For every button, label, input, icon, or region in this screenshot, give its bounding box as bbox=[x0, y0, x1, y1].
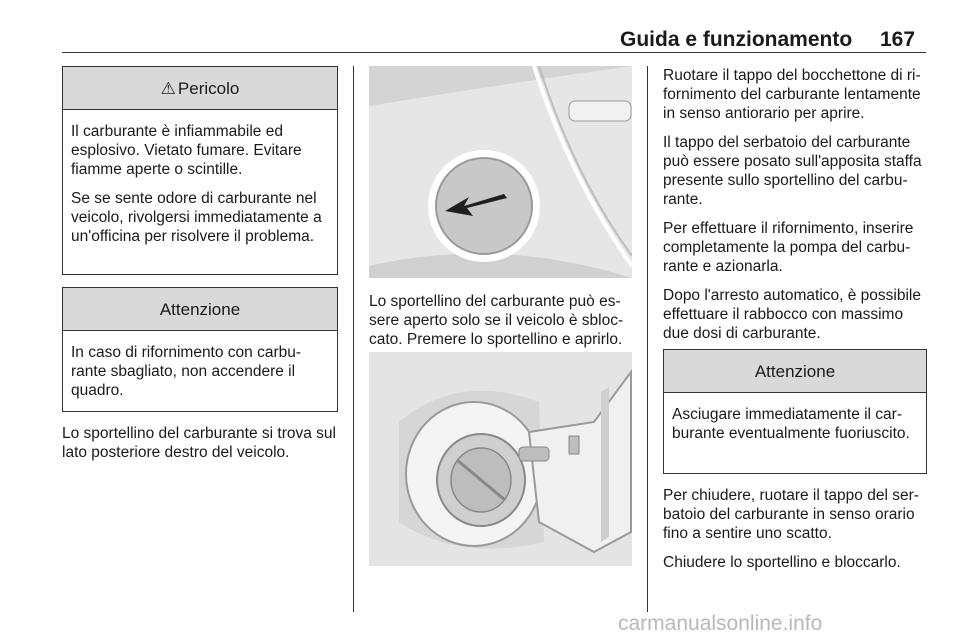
fuel-door-open-illustration bbox=[369, 352, 632, 566]
col3-paragraph-1: Ruotare il tappo del bocchettone di rifornimento del carburante lentamente in senso antiorario per aprire. bbox=[663, 67, 921, 122]
watermark: carmanualsonline.info bbox=[618, 612, 823, 635]
col3-after-2: Chiudere lo sportellino e bloccarlo. bbox=[663, 554, 901, 571]
caution-box-1 bbox=[62, 287, 338, 412]
caution-text-2: Asciugare immediatamente il carburante eventualmente fuoriuscito. bbox=[672, 406, 910, 442]
danger-box-body bbox=[63, 110, 337, 274]
caution-box-2-header bbox=[664, 350, 926, 393]
danger-paragraph-2: Se se sente odore di carburante nel veicolo, rivolgersi immediatamente a un'officina per risolvere il problema. bbox=[71, 190, 322, 245]
col3-paragraph-4: Dopo l'arresto automatico, è possibile effettuare il rabbocco con massimo due dosi di carburante. bbox=[663, 287, 921, 342]
caution-title-2: Attenzione bbox=[754, 361, 836, 381]
danger-paragraph-1: Il carburante è infiammabile ed esplosivo. Vietato fumare. Evitare fiamme aperte o scintille. bbox=[71, 123, 302, 178]
header-divider bbox=[62, 52, 926, 53]
caution-text-1: In caso di rifornimento con carburante sbagliato, non accendere il quadro. bbox=[71, 344, 302, 399]
danger-title: Pericolo bbox=[177, 78, 240, 98]
caution-box-1-header bbox=[63, 288, 337, 331]
col3-after-1: Per chiudere, ruotare il tappo del serbatoio del carburante in senso orario fino a sentire uno scatto. bbox=[663, 487, 919, 542]
caution-box-1-body bbox=[63, 331, 337, 411]
page-number: 167 bbox=[880, 28, 916, 51]
col3-paragraph-3: Per effettuare il rifornimento, inserire completamente la pompa del carburante e azionarla. bbox=[663, 220, 914, 275]
caution-box-2-body bbox=[664, 393, 926, 473]
col3-paragraph-2: Il tappo del serbatoio del carburante può essere posato sull'apposita staffa presente sullo sportellino del carburante. bbox=[663, 134, 922, 208]
fuel-door-open-drawing bbox=[369, 352, 632, 566]
page-title: Guida e funzionamento bbox=[620, 28, 853, 51]
danger-box-header bbox=[63, 67, 337, 110]
fuel-door-closed-drawing bbox=[369, 66, 632, 278]
caution-box-2 bbox=[663, 349, 927, 474]
column-divider-1 bbox=[353, 66, 354, 612]
warning-icon: ⚠ bbox=[160, 78, 176, 98]
column-divider-2 bbox=[647, 66, 648, 612]
caution-title-1: Attenzione bbox=[159, 299, 241, 319]
danger-box bbox=[62, 66, 338, 275]
body-paragraph: Lo sportellino del carburante si trova sul lato posteriore destro del veicolo. bbox=[62, 425, 336, 461]
column-1 bbox=[62, 66, 338, 472]
figure-caption: Lo sportellino del carburante può essere aperto solo se il veicolo è sbloccato. Premere lo sportellino e aprirlo. bbox=[369, 293, 624, 348]
column-2-caption bbox=[369, 292, 634, 359]
fuel-door-closed-illustration bbox=[369, 66, 632, 278]
column-3 bbox=[663, 66, 927, 582]
